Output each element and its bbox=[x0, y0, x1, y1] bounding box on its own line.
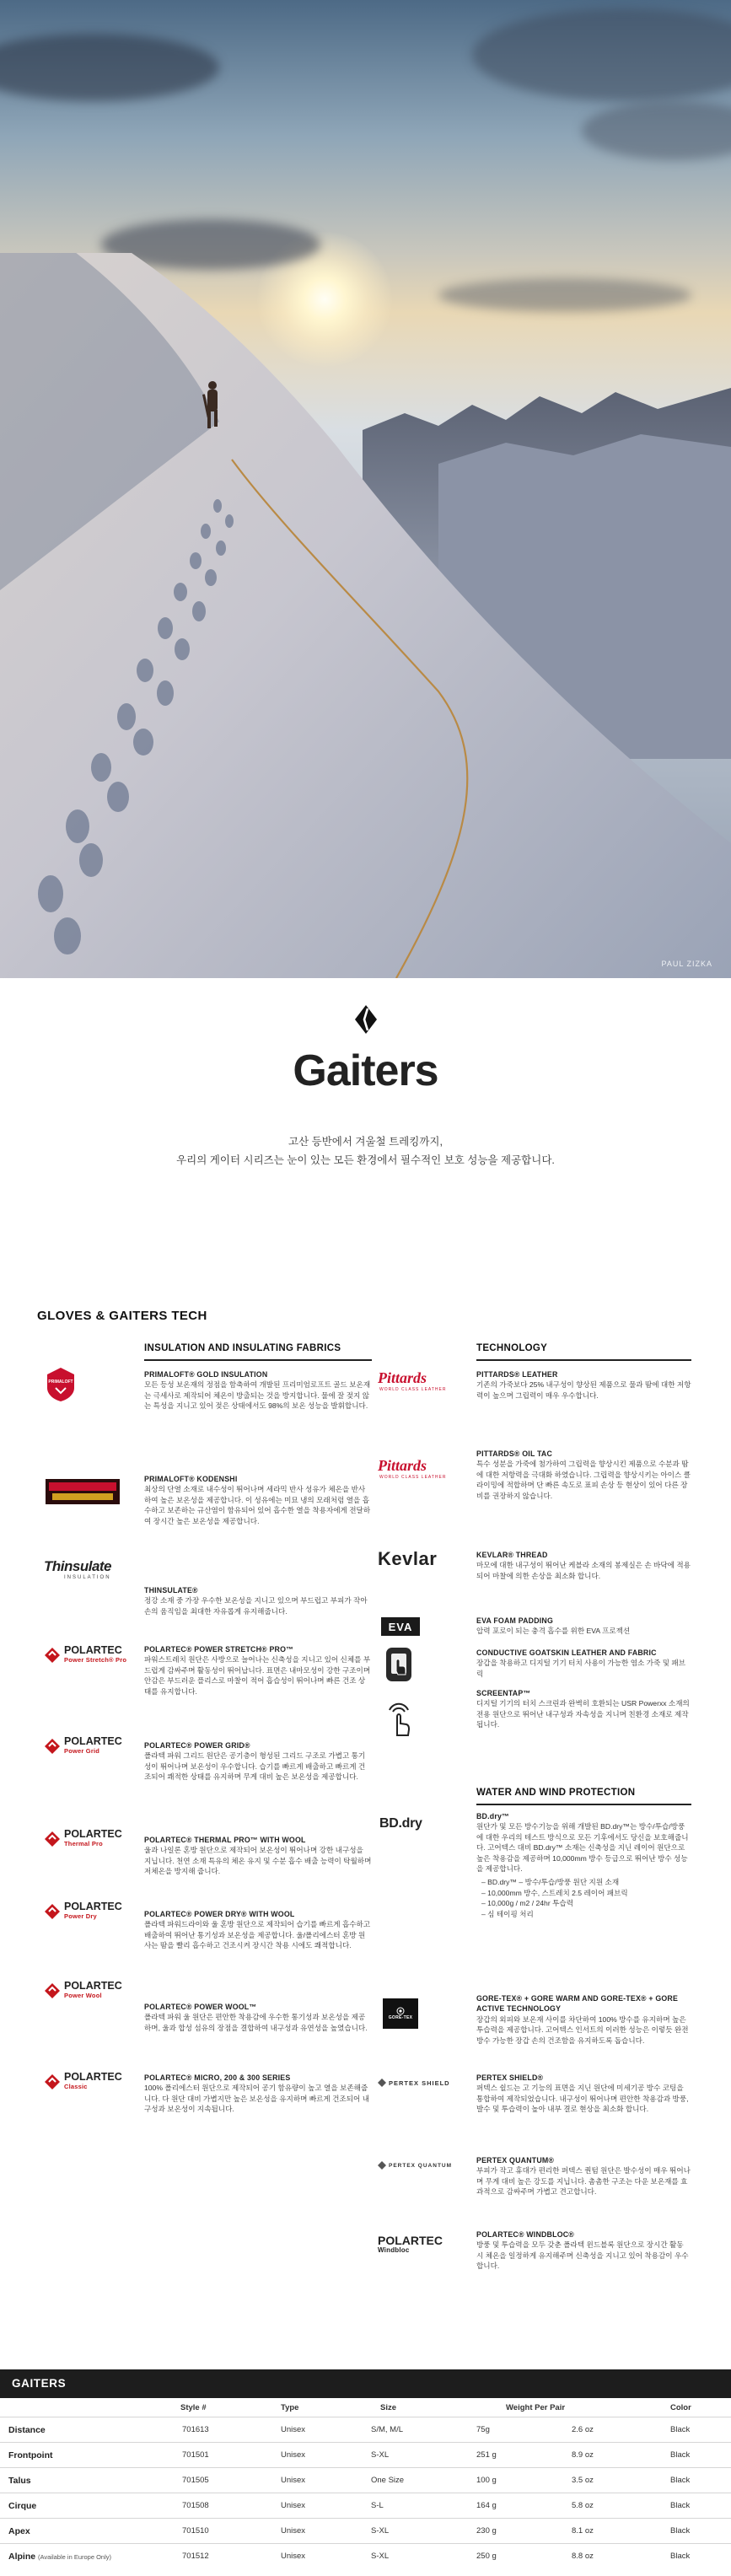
table-cell: 75g bbox=[476, 2425, 490, 2434]
table-cell: 701505 bbox=[182, 2476, 209, 2485]
polartec-power-dry-logo: POLARTEC Power Dry bbox=[44, 1899, 137, 1924]
table-cell: S-L bbox=[371, 2501, 384, 2510]
bd-dry-bullet-1: – BD.dry™ – 방수/투습/방풍 원단 지원 소재 bbox=[481, 1878, 620, 1887]
page-subtitle bbox=[0, 1132, 731, 1170]
table-row bbox=[0, 2543, 731, 2569]
tech-item-title: GORE-TEX® + GORE WARM AND GORE-TEX® + GORE ACTIVE TECHNOLOGY bbox=[476, 1994, 679, 2014]
bd-dry-bullet-3: – 10,000g / m2 / 24hr 투습력 bbox=[481, 1899, 573, 1908]
technology-rule bbox=[476, 1359, 691, 1361]
table-cell: 8.8 oz bbox=[572, 2552, 594, 2561]
table-cell: Black bbox=[670, 2552, 691, 2561]
table-cell: S-XL bbox=[371, 2552, 390, 2561]
tech-item-pertex-shield: PERTEX SHIELD® 퍼텍스 쉴드는 고 기능의 표면을 지닌 원단에 미세기공 방수 코팅을 통합하여 제작되었습니다. 내구성이 뛰어나며 편안한 착용감과 방풍, 발수 및 투습력이 높아 내부 결로 현상을 최소화 합니다. bbox=[476, 2073, 691, 2115]
tech-item-title: POLARTEC® WINDBLOC® bbox=[476, 2230, 574, 2239]
tech-item-title: POLARTEC® MICRO, 200 & 300 SERIES bbox=[144, 2073, 291, 2082]
polartec-thermal-pro-logo: POLARTEC Thermal Pro bbox=[44, 1826, 137, 1852]
tech-item-title: PITTARDS® LEATHER bbox=[476, 1370, 558, 1379]
polartec-classic-logo: POLARTEC Classic bbox=[44, 2069, 137, 2095]
table-cell: 8.1 oz bbox=[572, 2526, 594, 2536]
tech-item-primaloft-kodenshi: PRIMALOFT® KODENSHI 최상의 단열 소재로 내수성이 뛰어나며 세라믹 반사 성유가 체온을 반사하여 높은 보온성을 제공합니다. 이 성유에는 미묘 냉의 모래처럼 열을 흡수하고 보존하는 규산염이 함유되어 있어 흡수한 열을 착용자에게 전달하여 장시간 높은 보온성을 제공합니다. bbox=[144, 1475, 371, 1525]
table-row bbox=[0, 2417, 731, 2443]
table-cell: 701501 bbox=[182, 2450, 209, 2460]
tech-item-title: CONDUCTIVE GOATSKIN LEATHER AND FABRIC bbox=[476, 1648, 657, 1657]
table-row bbox=[0, 2518, 731, 2544]
snow-slope bbox=[0, 253, 731, 978]
screentap-hand-icon bbox=[383, 1702, 415, 1739]
technology-heading: TECHNOLOGY bbox=[476, 1343, 548, 1353]
tech-item-title: PERTEX SHIELD® bbox=[476, 2073, 544, 2082]
table-cell: Black bbox=[670, 2526, 691, 2536]
table-cell: Unisex bbox=[281, 2450, 306, 2460]
table-cell: 8.9 oz bbox=[572, 2450, 594, 2460]
black-diamond-logo-icon bbox=[353, 1005, 379, 1034]
table-cell: Black bbox=[670, 2476, 691, 2485]
table-cell-name: Apex bbox=[8, 2526, 30, 2536]
tech-item-title: POLARTEC® POWER STRETCH® PRO™ bbox=[144, 1645, 294, 1654]
insulation-rule bbox=[144, 1359, 372, 1361]
table-row bbox=[0, 2493, 731, 2519]
subtitle-line-2: 우리의 게이터 시리즈는 눈이 있는 모든 환경에서 필수적인 보호 성능을 제공합니다. bbox=[176, 1154, 555, 1166]
water-wind-rule bbox=[476, 1804, 691, 1805]
gore-tex-logo: GORE-TEX bbox=[383, 1998, 418, 2029]
tech-item-pittards-leather: PITTARDS® LEATHER 기존의 가죽보다 25% 내구성이 향상된 제품으로 물과 땀에 대한 저항력이 높으며 그립력이 매우 우수합니다. bbox=[476, 1370, 691, 1400]
tech-item-title: POLARTEC® POWER GRID® bbox=[144, 1741, 250, 1750]
tech-item-gore-tex: GORE-TEX® + GORE WARM AND GORE-TEX® + GORE ACTIVE TECHNOLOGY 장갑의 외피와 보온재 사이를 차단하여 100% 방수를 유지하며 높은 투습력을 제공합니다. 고어텍스 인서트의 이러한 성능은 이렇듯 완전 방수 가능한 장갑 손의 건조함을 유지하도록 돕습니다. bbox=[476, 1993, 691, 2046]
table-cell: 230 g bbox=[476, 2526, 497, 2536]
water-wind-heading: WATER AND WIND PROTECTION bbox=[476, 1788, 636, 1798]
tech-item-title: THINSULATE® bbox=[144, 1586, 198, 1595]
table-cell: 701613 bbox=[182, 2425, 209, 2434]
tech-heading: GLOVES & GAITERS TECH bbox=[37, 1309, 207, 1323]
tech-item-title: PERTEX QUANTUM® bbox=[476, 2156, 555, 2165]
table-cell-name: Talus bbox=[8, 2476, 31, 2486]
table-cell-name: Distance bbox=[8, 2425, 46, 2435]
table-cell-name: Cirque bbox=[8, 2501, 37, 2511]
table-cell: Black bbox=[670, 2501, 691, 2510]
polartec-windbloc-logo: POLARTEC Windbloc bbox=[378, 2234, 443, 2254]
primaloft-kodenshi-icon bbox=[44, 1477, 121, 1506]
bd-dry-logo: BD.dry bbox=[379, 1816, 422, 1831]
tech-item-title: POLARTEC® POWER DRY® WITH WOOL bbox=[144, 1910, 295, 1918]
table-cell: 701512 bbox=[182, 2552, 209, 2561]
col-header-weight: Weight Per Pair bbox=[506, 2403, 566, 2412]
table-row bbox=[0, 2467, 731, 2493]
tech-item-title: PRIMALOFT® KODENSHI bbox=[144, 1475, 238, 1483]
bd-dry-bullet-2: – 10,000mm 방수, 스트레치 2.5 레이어 패브릭 bbox=[481, 1888, 628, 1897]
tech-item-title: SCREENTAP™ bbox=[476, 1689, 531, 1697]
col-header-color: Color bbox=[670, 2403, 691, 2412]
page-title: Gaiters bbox=[293, 1046, 438, 1095]
photo-credit: PAUL ZIZKA bbox=[661, 960, 712, 968]
table-cell: Unisex bbox=[281, 2425, 306, 2434]
table-cell: Unisex bbox=[281, 2526, 306, 2536]
tech-item-micro-series: POLARTEC® MICRO, 200 & 300 SERIES 100% 폴리에스터 원단으로 제작되어 공기 함유량이 높고 열을 보존해줍니다. 다 원단 대비 가볍지만 높은 보온성을 유지하며 빠르게 건조되어 내구성과 보온성이 지속됩니다. bbox=[144, 2073, 372, 2115]
thinsulate-logo: Thinsulate INSULATION bbox=[44, 1558, 112, 1580]
table-cell: 2.6 oz bbox=[572, 2425, 594, 2434]
tech-item-title: PRIMALOFT® GOLD INSULATION bbox=[144, 1370, 268, 1379]
table-cell: 701510 bbox=[182, 2526, 209, 2536]
tech-item-kevlar-thread: KEVLAR® THREAD 마모에 대한 내구성이 뛰어난 케블라 소재의 봉제실은 손 바닥에 적용되어 마찰에 의한 손상을 최소화 합니다. bbox=[476, 1551, 691, 1580]
table-cell: 251 g bbox=[476, 2450, 497, 2460]
eva-logo: EVA bbox=[381, 1617, 420, 1636]
polartec-power-grid-logo: POLARTEC Power Grid bbox=[44, 1734, 137, 1759]
table-cell: 5.8 oz bbox=[572, 2501, 594, 2510]
table-row bbox=[0, 2442, 731, 2468]
table-cell: Unisex bbox=[281, 2476, 306, 2485]
tech-item-pittards-oil-tac: PITTARDS® OIL TAC 특수 성분을 가죽에 첨가하여 그립력을 향상시킨 제품으로 수분과 땀에 대한 저항력을 극대화 하였습니다. 그립력을 향상시키는 아이스 클라이밍에 적합하며 단 빠른 속도로 표피 손상 등 현상이 있어 다른 장비를 권장하지 않습니다. bbox=[476, 1449, 691, 1500]
polartec-power-stretch-logo: POLARTEC Power Stretch® Pro bbox=[44, 1643, 137, 1668]
tech-item-title: POLARTEC® THERMAL PRO™ WITH WOOL bbox=[144, 1836, 306, 1844]
svg-text:PRIMALOFT: PRIMALOFT bbox=[48, 1379, 73, 1385]
tech-item-power-dry: POLARTEC® POWER DRY® WITH WOOL 폴라텍 파워드라이와 울 혼방 원단으로 제작되어 습기를 빠르게 흡수하고 배출하여 뛰어난 통기성과 보온성을 제공합니다. 울/폴리에스터 혼방 원사는 땀을 빨리 흡수하고 건조시켜 장시간 착용 시에도 쾌적합니다. bbox=[144, 1910, 371, 1950]
table-cell: S-XL bbox=[371, 2450, 390, 2460]
primaloft-gold-icon bbox=[44, 1366, 78, 1403]
table-cell: 164 g bbox=[476, 2501, 497, 2510]
table-cell: S-XL bbox=[371, 2526, 390, 2536]
table-cell: 250 g bbox=[476, 2552, 497, 2561]
tech-item-thermal-pro: POLARTEC® THERMAL PRO™ WITH WOOL 울과 나일론 혼방 원단으로 제작되어 보온성이 뛰어나며 강한 내구성을 지닙니다. 천연 소재 특유의 체온 유지 및 수분 흡수 배출 능력이 탁월하며 저체온을 방지해 줍니다. bbox=[144, 1836, 372, 1876]
tech-item-power-stretch: POLARTEC® POWER STRETCH® PRO™ 파워스트레치 원단은 사방으로 늘어나는 신축성을 지니고 있어 신체를 부드럽게 감싸주며 활동성이 뛰어납니다. 표면은 내마모성이 강한 구조이며 안감은 부드러운 플리스로 마찰이 적어 흡습성이 뛰어나며 빠른 건조 상태를 유지합니다. bbox=[144, 1645, 371, 1696]
tech-item-title: EVA FOAM PADDING bbox=[476, 1616, 554, 1625]
tech-item-eva-foam: EVA FOAM PADDING 압력 포로이 되는 충격 흡수를 위한 EVA 프로젝션 bbox=[476, 1616, 691, 1637]
gaiters-table-header-bar bbox=[0, 2369, 731, 2398]
pittards-oil-tac-logo: Pittards WORLD CLASS LEATHER bbox=[378, 1456, 447, 1480]
col-header-size: Size bbox=[380, 2403, 397, 2412]
subtitle-line-1: 고산 등반에서 겨울철 트레킹까지, bbox=[288, 1136, 443, 1148]
tech-item-power-wool: POLARTEC® POWER WOOL™ 폴라텍 파워 울 원단은 편안한 착용감에 우수한 통기성과 보온성을 제공하며, 울과 합성 섬유의 장점을 결합하여 내구성과 유연성을 높였습니다. bbox=[144, 2002, 372, 2033]
table-cell: 701508 bbox=[182, 2501, 209, 2510]
tech-item-thinsulate: THINSULATE® 정강 소재 중 가장 우수한 보온성을 지니고 있으며 부드럽고 부피가 작아 손의 움직임을 최대한 자유롭게 유지해줍니다. bbox=[144, 1585, 372, 1616]
tech-item-title: PITTARDS® OIL TAC bbox=[476, 1449, 553, 1458]
table-cell: Black bbox=[670, 2425, 691, 2434]
table-cell: Black bbox=[670, 2450, 691, 2460]
table-cell: One Size bbox=[371, 2476, 405, 2485]
table-cell-name: Alpine (Available in Europe Only) bbox=[8, 2552, 112, 2562]
tech-item-bd-dry: BD.dry™ 원단가 및 모든 방수기능을 위해 개발된 BD.dry™는 방수/투습/방풍에 대한 우리의 테스트 방식으로 모든 기후에서도 당신을 보호해줍니다. 고어텍스 대비 BD.dry™ 소재는 신축성을 지닌 레이어 원단으로 높은 착용감을 제공하며 10,000mm 방수 등급으로 뛰어난 방수 성능을 제공합니다. – BD.dry™ – 방수/투습/방풍 원단 지원 소재 – 10,000mm 방수, 스트레치 2.5 레이어 패브릭 – 10,000g / m2 / 24hr 투습력 – 심 테이핑 처리 bbox=[476, 1811, 691, 1919]
gaiters-table-title: GAITERS bbox=[12, 2377, 67, 2390]
table-cell: 100 g bbox=[476, 2476, 497, 2485]
pertex-shield-logo: PERTEX SHIELD bbox=[378, 2076, 462, 2089]
col-header-style: Style # bbox=[180, 2403, 207, 2412]
tech-item-title: KEVLAR® THREAD bbox=[476, 1551, 548, 1559]
polartec-power-wool-logo: POLARTEC Power Wool bbox=[44, 1978, 137, 2003]
bd-dry-bullet-4: – 심 테이핑 처리 bbox=[481, 1909, 534, 1918]
table-cell: 3.5 oz bbox=[572, 2476, 594, 2485]
insulation-heading: INSULATION AND INSULATING FABRICS bbox=[144, 1343, 341, 1353]
tech-item-windbloc: POLARTEC® WINDBLOC® 방풍 및 투습력을 모두 갖춘 폴라텍 윈드블록 원단으로 장시간 활동 시 체온을 일정하게 유지해주며 신축성을 지니고 있어 착용감이 우수합니다. bbox=[476, 2229, 691, 2272]
tech-item-power-grid: POLARTEC® POWER GRID® 폴라텍 파워 그리드 원단은 공기층이 형성된 그리드 구조로 가볍고 통기성이 뛰어나며 보온성이 우수합니다. 습기를 빠르게 배출하고 빠르게 건조되어 쾌적한 상태를 유지하며 무게 대비 높은 보온성을 제공합니다. bbox=[144, 1740, 372, 1783]
kevlar-logo: Kevlar bbox=[378, 1548, 438, 1569]
table-cell: S/M, M/L bbox=[371, 2425, 404, 2434]
hero-photo bbox=[0, 0, 731, 978]
tech-item-primaloft-gold: PRIMALOFT® GOLD INSULATION 모든 등성 보온재의 정점을 함축하여 개발된 프리미엄로프트 골드 보온재는 극세사로 제작되어 체온이 방출되는 것을 방지합니다. 물에 잘 젖지 않는 특성을 지니고 있어 젖은 상태에서도 98%의 보온 성능을 발휘합니다. bbox=[144, 1370, 371, 1411]
tech-item-screentap: SCREENTAP™ 디지털 기기의 터치 스크린과 완벽히 호환되는 USR Powerxx 소재의 전용 원단으로 뛰어난 내구성과 자속성을 지니며 친환경 소재로 제작됩니다. bbox=[476, 1688, 691, 1730]
table-cell: Unisex bbox=[281, 2501, 306, 2510]
table-cell: Unisex bbox=[281, 2552, 306, 2561]
tech-item-title: POLARTEC® POWER WOOL™ bbox=[144, 2003, 257, 2011]
pittards-leather-logo: Pittards WORLD CLASS LEATHER bbox=[378, 1369, 447, 1392]
tech-item-conductive-goatskin: CONDUCTIVE GOATSKIN LEATHER AND FABRIC 장갑을 착용하고 디지털 기기 터치 사용이 가능한 염소 가죽 및 패브릭 bbox=[476, 1648, 691, 1679]
tech-item-title: BD.dry™ bbox=[476, 1812, 510, 1820]
pertex-quantum-logo: PERTEX QUANTUM bbox=[378, 2159, 470, 2172]
table-cell-name: Frontpoint bbox=[8, 2450, 53, 2460]
touchscreen-phone-icon bbox=[383, 1646, 415, 1683]
tech-item-pertex-quantum: PERTEX QUANTUM® 부피가 작고 휴대가 편리한 퍼텍스 퀀텀 원단은 발수성이 매우 뛰어나며 무게 대비 높은 강도를 지닙니다. 촘촘한 구조는 다운 보온재를 효과적으로 감싸주며 가볍고 견고합니다. bbox=[476, 2156, 691, 2197]
col-header-type: Type bbox=[281, 2403, 299, 2412]
